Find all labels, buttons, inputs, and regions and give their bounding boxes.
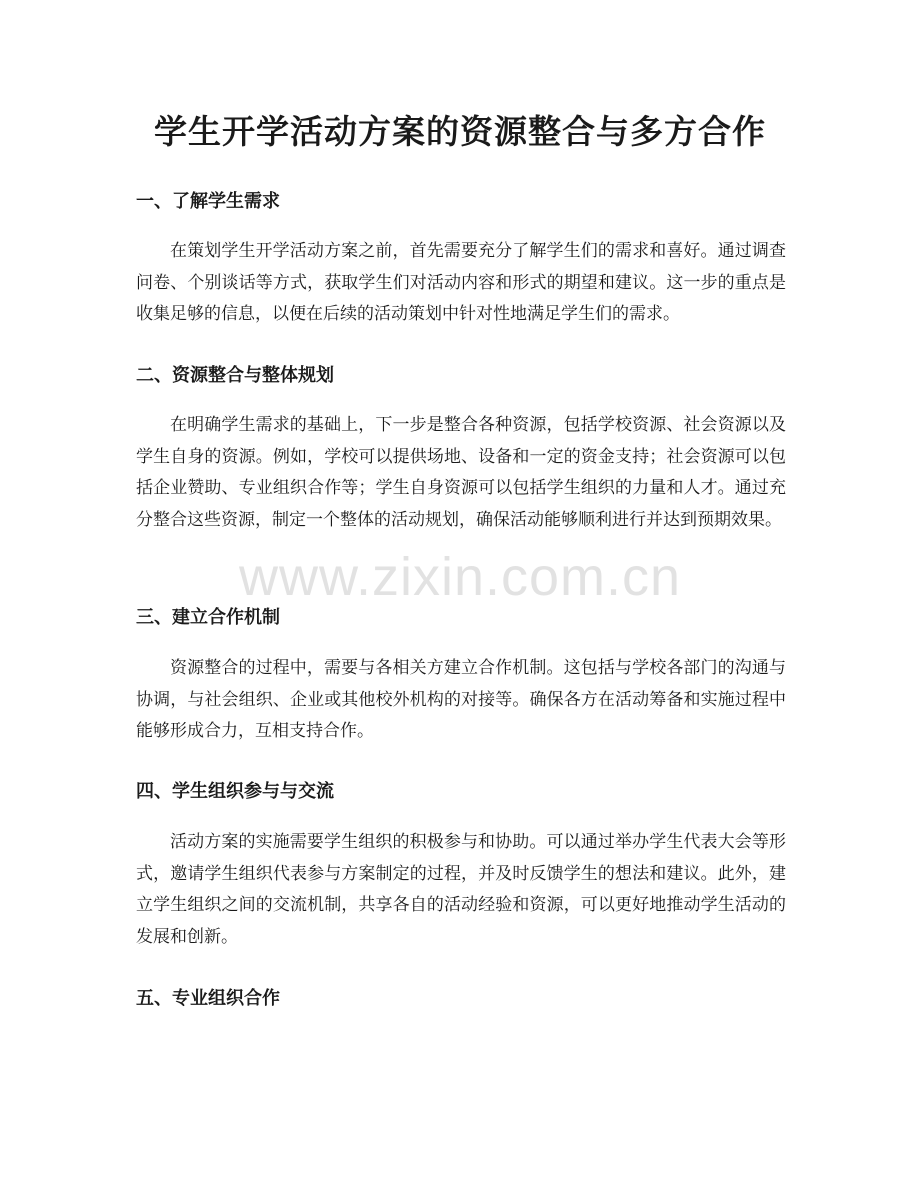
- watermark: www.zixin.com.cn: [238, 547, 682, 607]
- section-heading-2: 二、资源整合与整体规划: [136, 365, 334, 386]
- section-heading-5: 五、专业组织合作: [136, 988, 280, 1009]
- document-title: 学生开学活动方案的资源整合与多方合作: [154, 112, 766, 151]
- section-heading-4: 四、学生组织参与与交流: [136, 781, 334, 802]
- section-paragraph-4: 活动方案的实施需要学生组织的积极参与和协助。可以通过举办学生代表大会等形式，邀请学生组织代表参与方案制定的过程，并及时反馈学生的想法和建议。此外，建立学生组织之间的交流机制，共享各自的活动经验和资源，可以更好地推动学生活动的发展和创新。: [136, 832, 786, 947]
- section-heading-1: 一、了解学生需求: [136, 191, 280, 212]
- section-paragraph-2: 在明确学生需求的基础上，下一步是整合各种资源，包括学校资源、社会资源以及学生自身的资源。例如，学校可以提供场地、设备和一定的资金支持；社会资源可以包括企业赞助、专业组织合作等；学生自身资源可以包括学生组织的力量和人才。通过充分整合这些资源，制定一个整体的活动规划，确保活动能够顺利进行并达到预期效果。: [136, 415, 786, 530]
- section-heading-3: 三、建立合作机制: [136, 607, 280, 628]
- section-paragraph-1: 在策划学生开学活动方案之前，首先需要充分了解学生们的需求和喜好。通过调查问卷、个别谈话等方式，获取学生们对活动内容和形式的期望和建议。这一步的重点是收集足够的信息，以便在后续的活动策划中针对性地满足学生们的需求。: [136, 241, 786, 324]
- section-paragraph-3: 资源整合的过程中，需要与各相关方建立合作机制。这包括与学校各部门的沟通与协调，与社会组织、企业或其他校外机构的对接等。确保各方在活动筹备和实施过程中能够形成合力，互相支持合作。: [136, 658, 786, 741]
